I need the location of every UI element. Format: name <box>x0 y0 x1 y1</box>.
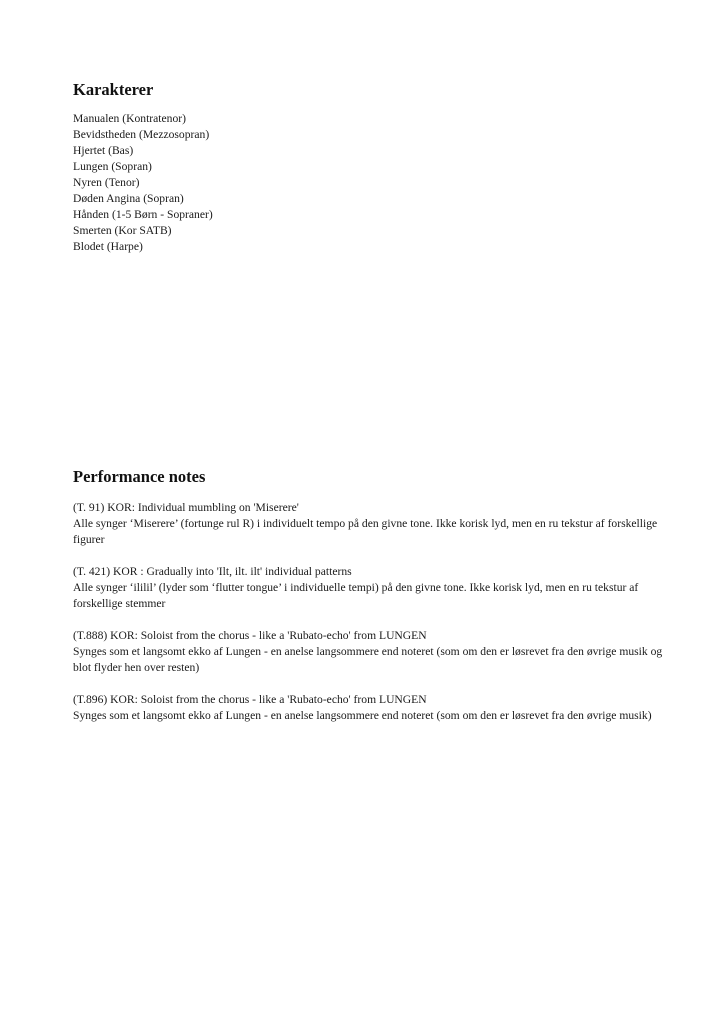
note-title: (T.896) KOR: Soloist from the chorus - like a 'Rubato-echo' from LUNGEN <box>73 693 427 706</box>
character-item: Smerten (Kor SATB) <box>73 224 172 237</box>
character-item: Hjertet (Bas) <box>73 144 134 157</box>
character-item: Manualen (Kontratenor) <box>73 112 186 125</box>
performance-note <box>73 692 665 724</box>
performance-note <box>73 564 665 612</box>
performance-notes-list <box>73 500 665 740</box>
character-item: Lungen (Sopran) <box>73 160 152 173</box>
character-item: Nyren (Tenor) <box>73 176 140 189</box>
note-body: Alle synger ‘Miserere’ (fortunge rul R) i individuelt tempo på den givne tone. Ikke korisk lyd, men en ru tekstur af forskellige figurer <box>73 517 658 546</box>
note-body: Alle synger ‘ililil’ (lyder som ‘flutter tongue’ i individuelle tempi) på den givne tone. Ikke korisk lyd, men en ru tekstur af forskellige stemmer <box>73 581 639 610</box>
character-item: Blodet (Harpe) <box>73 240 143 253</box>
performance-note <box>73 500 665 548</box>
performance-notes-heading: Performance notes <box>73 467 206 486</box>
note-title: (T. 421) KOR : Gradually into 'Ilt, ilt. ilt' individual patterns <box>73 565 352 578</box>
character-item: Døden Angina (Sopran) <box>73 192 184 205</box>
performance-note <box>73 628 665 676</box>
character-item: Hånden (1-5 Børn - Sopraner) <box>73 208 213 221</box>
note-title: (T. 91) KOR: Individual mumbling on 'Miserere' <box>73 501 299 514</box>
note-body: Synges som et langsomt ekko af Lungen - en anelse langsommere end noteret (som om den er løsrevet fra den øvrige musik og blot flyder hen over resten) <box>73 645 663 674</box>
note-title: (T.888) KOR: Soloist from the chorus - like a 'Rubato-echo' from LUNGEN <box>73 629 427 642</box>
note-body: Synges som et langsomt ekko af Lungen - en anelse langsommere end noteret (som om den er løsrevet fra den øvrige musik) <box>73 709 652 722</box>
characters-heading: Karakterer <box>73 80 154 99</box>
character-item: Bevidstheden (Mezzosopran) <box>73 128 210 141</box>
characters-list <box>73 111 213 255</box>
